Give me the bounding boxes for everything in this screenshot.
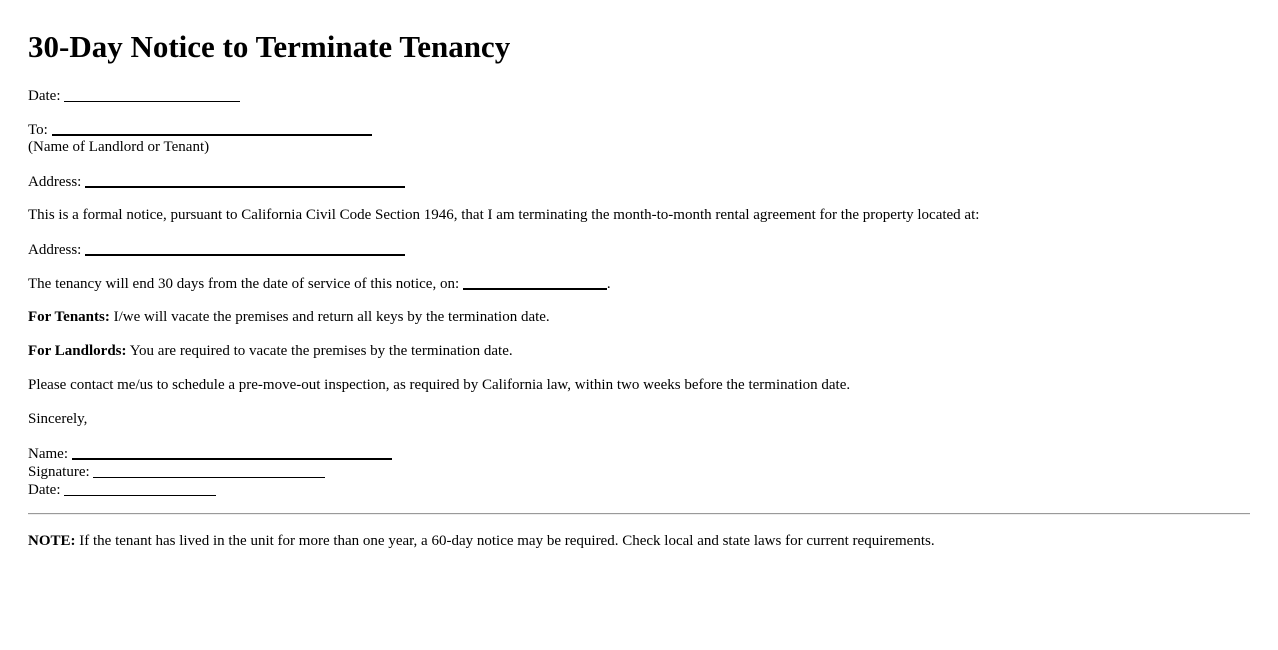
property-address-field[interactable] — [85, 240, 405, 254]
date-label: Date: — [28, 88, 61, 104]
signer-name-row — [28, 444, 392, 463]
tenancy-end-period: . — [606, 276, 611, 292]
landlords-label: For Landlords: — [28, 343, 127, 359]
note-paragraph — [28, 532, 935, 550]
termination-date-field[interactable] — [463, 274, 607, 288]
property-address-label: Address: — [28, 242, 82, 258]
tenancy-end-row — [28, 274, 611, 293]
tenants-text: I/we will vacate the premises and return all keys by the termination date. — [113, 309, 550, 325]
tenancy-end-text: The tenancy will end 30 days from the date of service of this notice, on: — [28, 276, 460, 292]
to-row — [28, 120, 372, 139]
signed-date-row — [28, 480, 216, 499]
date-row — [28, 86, 240, 105]
signer-name-field[interactable] — [72, 444, 392, 458]
landlords-text: You are required to vacate the premises by the termination date. — [129, 343, 513, 359]
page-title: 30-Day Notice to Terminate Tenancy — [28, 29, 511, 64]
inspection-paragraph: Please contact me/us to schedule a pre-move-out inspection, as required by California law, within two weeks before the termination date. — [28, 377, 851, 393]
note-label: NOTE: — [28, 533, 76, 549]
notice-paragraph: This is a formal notice, pursuant to California Civil Code Section 1946, that I am terminating the month-to-month rental agreement for the property located at: — [28, 207, 980, 223]
signature-field[interactable] — [93, 462, 325, 476]
divider — [28, 513, 1250, 515]
signature-label: Signature: — [28, 464, 90, 480]
recipient-address-field[interactable] — [85, 172, 405, 186]
landlords-paragraph — [28, 342, 513, 360]
signed-date-field[interactable] — [64, 480, 216, 494]
to-caption: (Name of Landlord or Tenant) — [28, 139, 210, 155]
signer-name-label: Name: — [28, 446, 68, 462]
recipient-address-row — [28, 172, 405, 191]
closing: Sincerely, — [28, 411, 88, 427]
note-text: If the tenant has lived in the unit for more than one year, a 60-day notice may be required. Check local and state laws for current requirements. — [79, 533, 935, 549]
recipient-name-field[interactable] — [52, 120, 372, 134]
date-field[interactable] — [64, 86, 240, 100]
signed-date-label: Date: — [28, 482, 61, 498]
tenants-label: For Tenants: — [28, 309, 110, 325]
recipient-address-label: Address: — [28, 174, 82, 190]
signature-row — [28, 462, 325, 481]
to-label: To: — [28, 122, 48, 138]
tenants-paragraph — [28, 308, 550, 326]
property-address-row — [28, 240, 405, 259]
